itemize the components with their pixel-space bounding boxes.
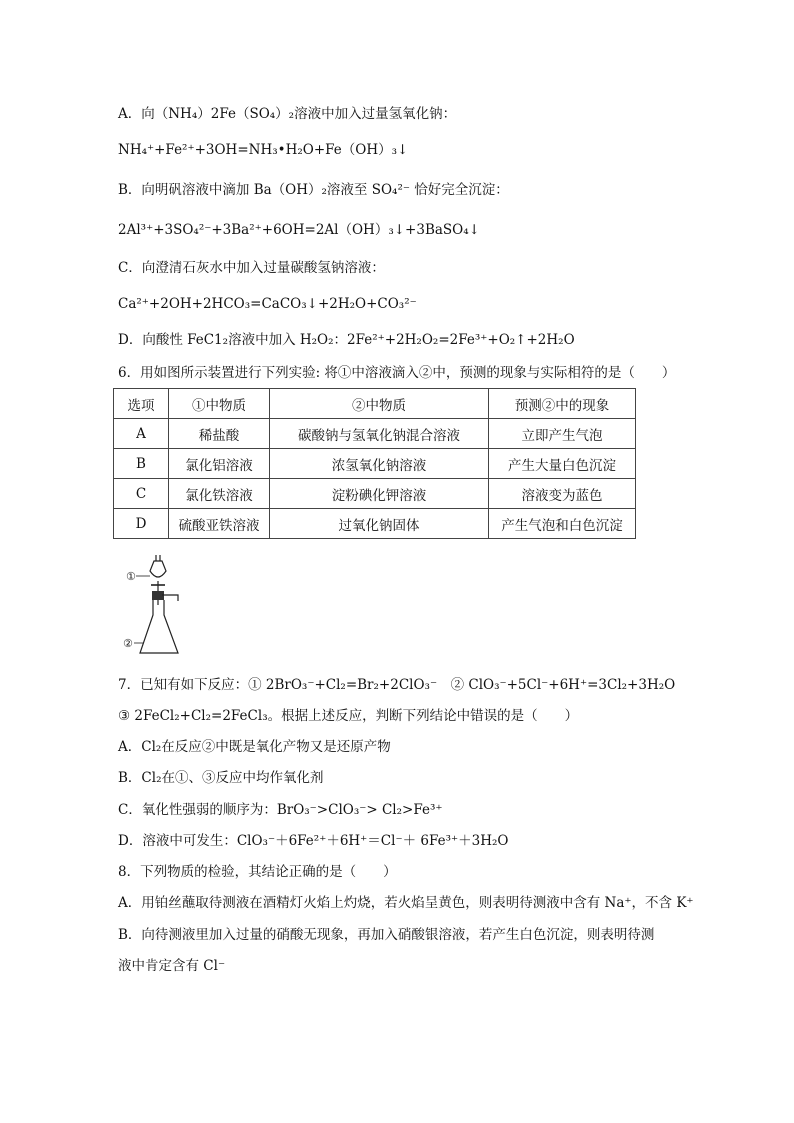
table-cell: 稀盐酸 [169, 419, 270, 449]
option-d5: D．向酸性 FeC1₂溶液中加入 H₂O₂：2Fe²⁺+2H₂O₂=2Fe³⁺+O₂↑+2H₂O [118, 332, 575, 348]
table-cell: 淀粉碘化钾溶液 [270, 479, 489, 509]
q7-option-a: A．Cl₂在反应②中既是氧化产物又是还原产物 [118, 739, 391, 755]
question-6: 6．用如图所示装置进行下列实验: 将①中溶液滴入②中，预测的现象与实际相符的是（ ） [118, 365, 676, 381]
table-cell: 氯化铁溶液 [169, 479, 270, 509]
table-cell: 过氧化钠固体 [270, 509, 489, 539]
option-c5-equation: Ca²⁺+2OH+2HCO₃=CaCO₃↓+2H₂O+CO₃²⁻ [118, 296, 417, 312]
table-row [114, 479, 636, 509]
table-row [114, 419, 636, 449]
funnel-bulb [150, 561, 166, 577]
q7-option-d: D．溶液中可发生：ClO₃⁻＋6Fe²⁺＋6H⁺＝Cl⁻＋ 6Fe³⁺＋3H₂O [118, 833, 509, 849]
table-header: ①中物质 [169, 389, 270, 419]
label-2: ② [123, 637, 133, 650]
table-cell: A [114, 419, 169, 449]
conical-flask [140, 600, 178, 653]
question-8: 8．下列物质的检验，其结论正确的是（ ） [118, 864, 397, 880]
q7-option-b: B．Cl₂在①、③反应中均作氧化剂 [118, 770, 324, 786]
table-cell: C [114, 479, 169, 509]
q8-option-b-cont: 液中肯定含有 Cl⁻ [118, 958, 226, 974]
table-header: ②中物质 [270, 389, 489, 419]
table-cell: 产生大量白色沉淀 [489, 449, 636, 479]
apparatus-figure [120, 553, 200, 663]
question-7: 7．已知有如下反应：① 2BrO₃⁻+Cl₂=Br₂+2ClO₃⁻ ② ClO₃⁻+5Cl⁻+6H⁺=3Cl₂+3H₂O [118, 677, 676, 693]
experiment-table [113, 388, 636, 539]
option-b5: B．向明矾溶液中滴加 Ba（OH）₂溶液至 SO₄²⁻ 恰好完全沉淀： [118, 182, 509, 198]
table-cell: 碳酸钠与氢氧化钠混合溶液 [270, 419, 489, 449]
table-row [114, 449, 636, 479]
table-row [114, 509, 636, 539]
q8-option-b: B．向待测液里加入过量的硝酸无现象，再加入硝酸银溶液，若产生白色沉淀，则表明待测 [118, 927, 655, 943]
label-1: ① [126, 570, 136, 583]
table-cell: 氯化铝溶液 [169, 449, 270, 479]
option-c5: C．向澄清石灰水中加入过量碳酸氢钠溶液： [118, 260, 385, 276]
table-cell: 硫酸亚铁溶液 [169, 509, 270, 539]
q8-option-a: A．用铂丝蘸取待测液在酒精灯火焰上灼烧，若火焰呈黄色，则表明待测液中含有 Na⁺，不含 K⁺ [118, 895, 694, 911]
table-cell: 产生气泡和白色沉淀 [489, 509, 636, 539]
q7-option-c: C．氧化性强弱的顺序为：BrO₃⁻>ClO₃⁻> Cl₂>Fe³⁺ [118, 802, 443, 818]
table-cell: B [114, 449, 169, 479]
table-header-row [114, 389, 636, 419]
table-cell: 浓氢氧化钠溶液 [270, 449, 489, 479]
table-cell: 立即产生气泡 [489, 419, 636, 449]
table-header: 选项 [114, 389, 169, 419]
table-cell: 溶液变为蓝色 [489, 479, 636, 509]
option-b5-equation: 2Al³⁺+3SO₄²⁻+3Ba²⁺+6OH=2Al（OH）₃↓+3BaSO₄↓ [118, 222, 480, 238]
table-cell: D [114, 509, 169, 539]
option-a5-equation: NH₄⁺+Fe²⁺+3OH=NH₃•H₂O+Fe（OH）₃↓ [118, 142, 409, 158]
table-header: 预测②中的现象 [489, 389, 636, 419]
question-7-line2: ③ 2FeCl₂+Cl₂=2FeCl₃。根据上述反应，判断下列结论中错误的是（ ） [118, 708, 579, 724]
option-a5: A．向（NH₄）2Fe（SO₄）₂溶液中加入过量氢氧化钠： [118, 106, 457, 122]
